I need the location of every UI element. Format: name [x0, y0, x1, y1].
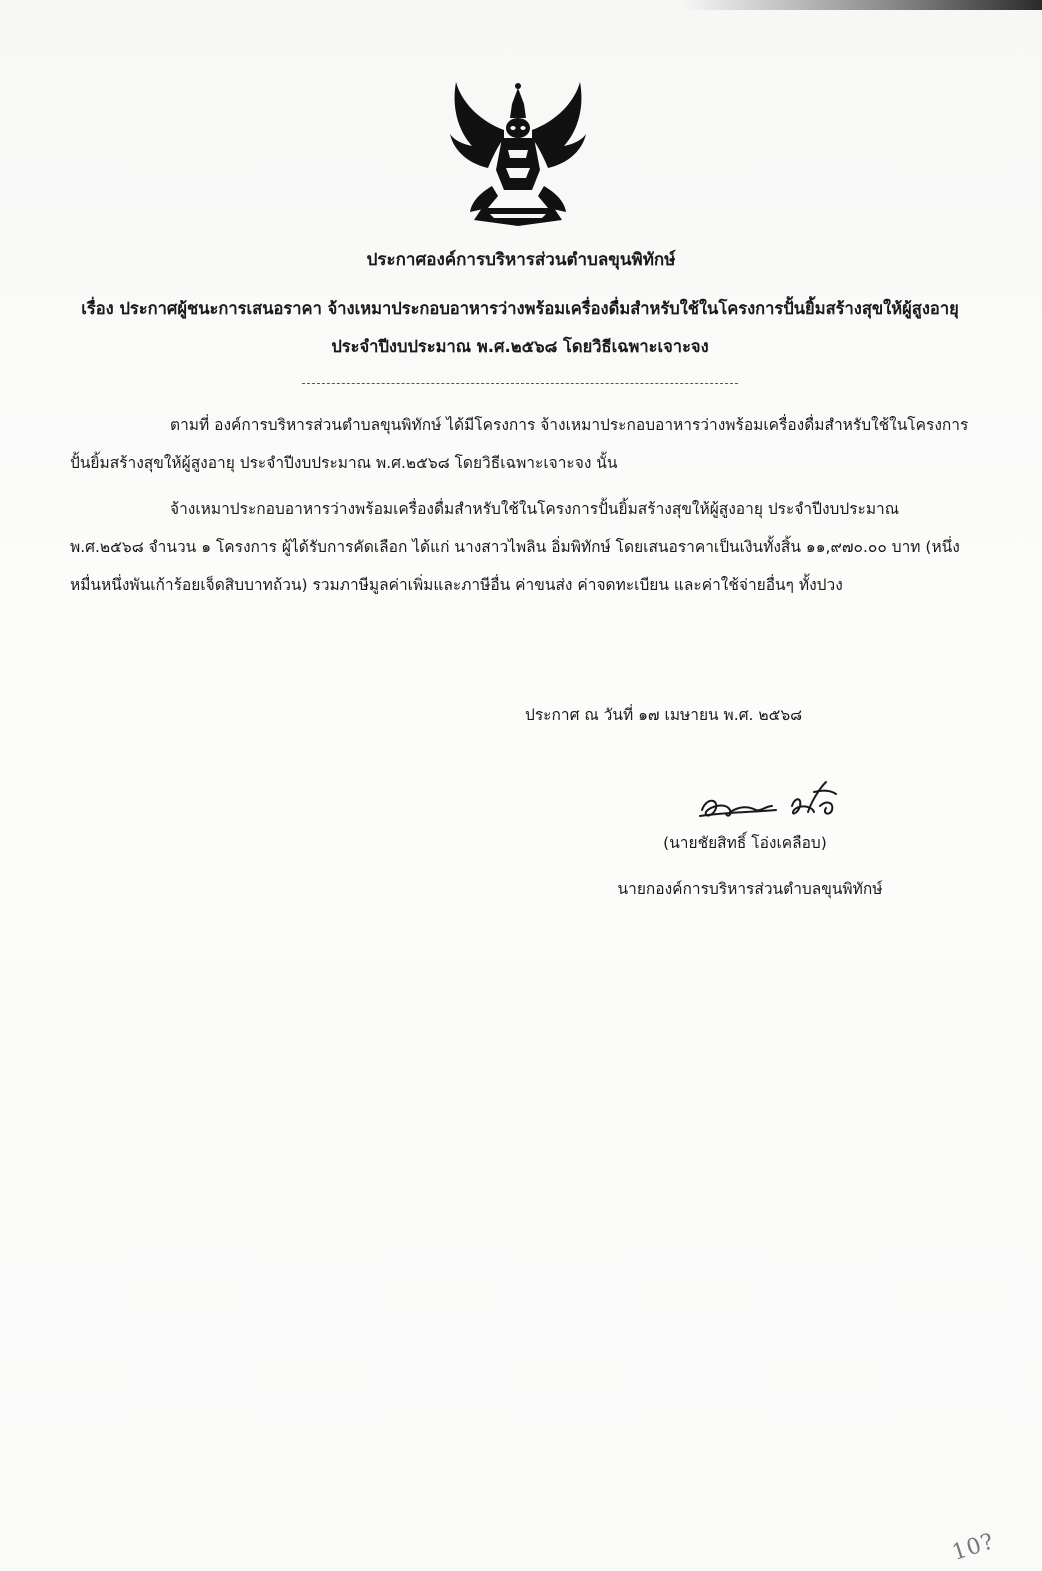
garuda-emblem-icon: [442, 74, 594, 230]
handwritten-signature-icon: [696, 776, 846, 828]
organization-title: ประกาศองค์การบริหารส่วนตำบลขุนพิทักษ์: [366, 250, 676, 270]
scan-edge-shadow: [682, 0, 1042, 10]
signer-position: นายกองค์การบริหารส่วนตำบลขุนพิทักษ์: [617, 880, 883, 898]
announcement-date: ประกาศ ณ วันที่ ๑๗ เมษายน พ.ศ. ๒๕๖๘: [525, 706, 803, 724]
signer-name: (นายชัยสิทธิ์ โอ่งเคลือบ): [663, 834, 827, 852]
body-paragraph-1: ตามที่ องค์การบริหารส่วนตำบลขุนพิทักษ์ ได้มีโครงการ จ้างเหมาประกอบอาหารว่างพร้อมเครื่องดื่มสำหรับใช้ในโครงการปั้นยิ้มสร้างสุขให้ผู้สูงอายุ ประจำปีงบประมาณ พ.ศ.๒๕๖๘ โดยวิธีเฉพาะเจาะจง นั้น: [70, 416, 969, 472]
dashed-separator: [302, 383, 738, 384]
announcement-subject: เรื่อง ประกาศผู้ชนะการเสนอราคา จ้างเหมาประกอบอาหารว่างพร้อมเครื่องดื่มสำหรับใช้ในโครงการปั้นยิ้มสร้างสุขให้ผู้สูงอายุ ประจำปีงบประมาณ พ.ศ.๒๕๖๘ โดยวิธีเฉพาะเจาะจง: [81, 299, 959, 356]
body-paragraph-2: จ้างเหมาประกอบอาหารว่างพร้อมเครื่องดื่มสำหรับใช้ในโครงการปั้นยิ้มสร้างสุขให้ผู้สูงอายุ ประจำปีงบประมาณ พ.ศ.๒๕๖๘ จำนวน ๑ โครงการ ผู้ได้รับการคัดเลือก ได้แก่ นางสาวไพลิน อิ่มพิทักษ์ โดยเสนอราคาเป็นเงินทั้งสิ้น ๑๑,๙๗๐.๐๐ บาท (หนึ่งหมื่นหนึ่งพันเก้าร้อยเจ็ดสิบบาทถ้วน) รวมภาษีมูลค่าเพิ่มและภาษีอื่น ค่าขนส่ง ค่าจดทะเบียน และค่าใช้จ่ายอื่นๆ ทั้งปวง: [70, 500, 960, 594]
handwritten-page-number: 10?: [949, 1528, 998, 1567]
